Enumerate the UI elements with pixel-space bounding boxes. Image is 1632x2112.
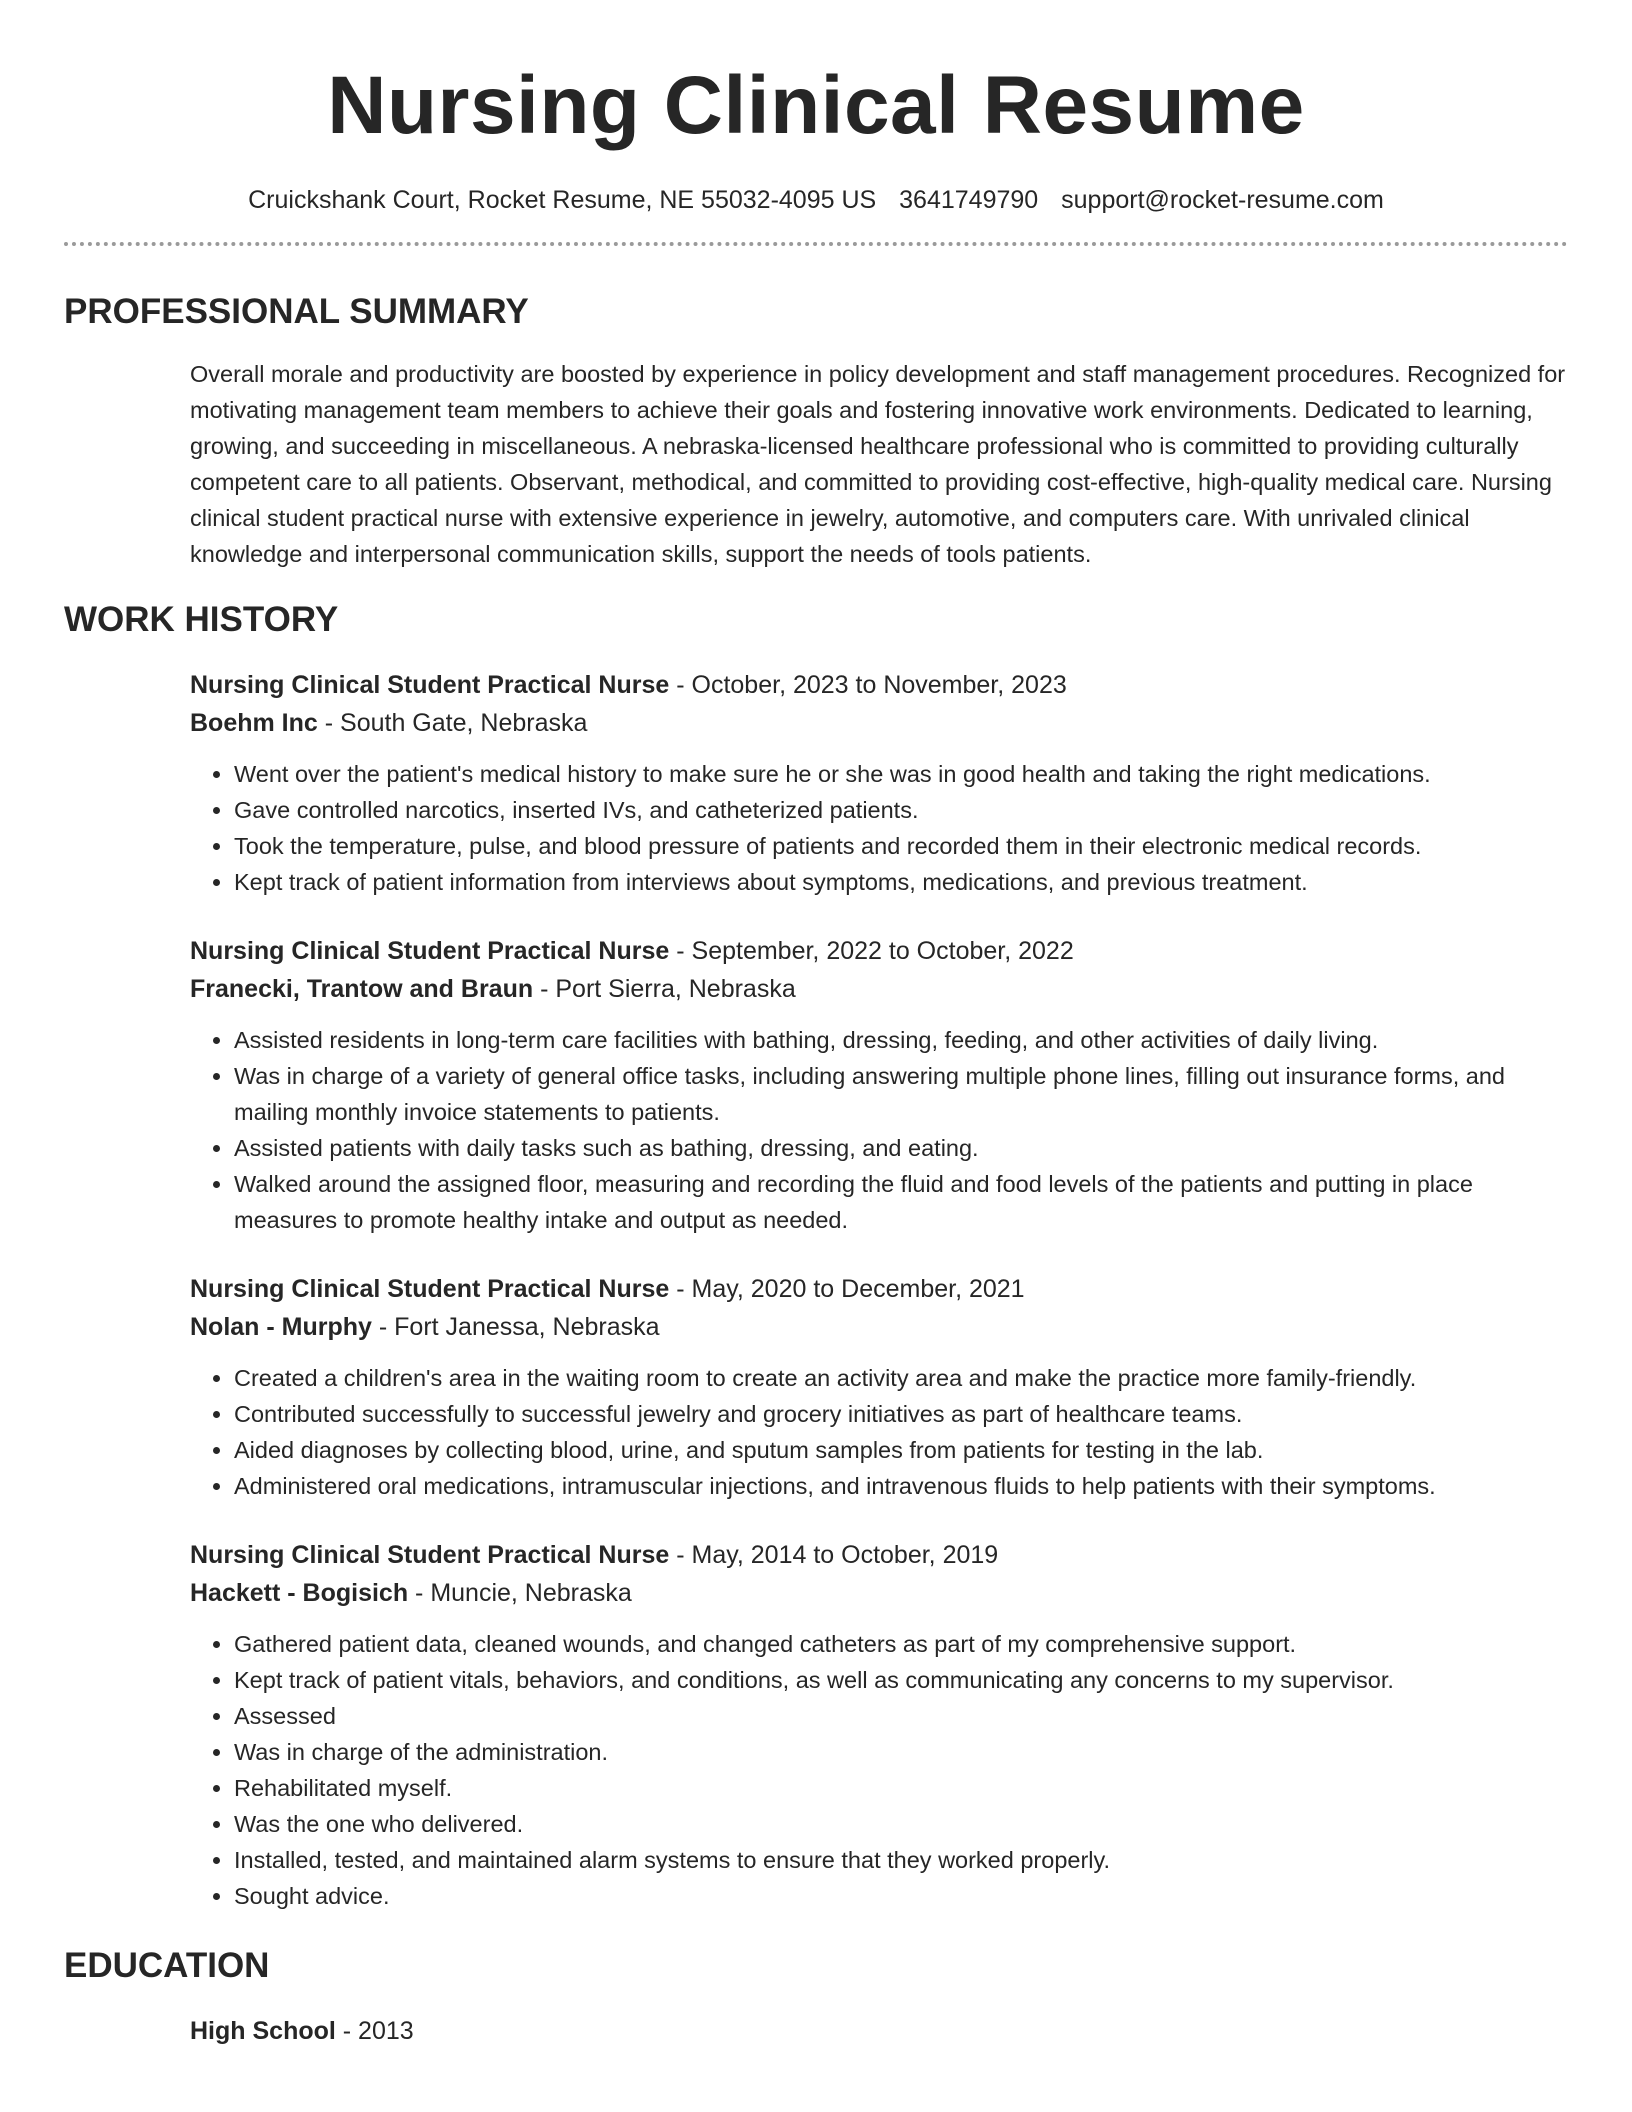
job-bullet: • Kept track of patient vitals, behaviors, and conditions, as well as communicating any concerns to my supervisor. (234, 1662, 1568, 1698)
job-bullet: • Rehabilitated myself. (234, 1770, 1568, 1806)
job-bullet: • Gathered patient data, cleaned wounds, and changed catheters as part of my comprehensive support. (234, 1626, 1568, 1662)
job-bullet: • Installed, tested, and maintained alarm systems to ensure that they worked properly. (234, 1842, 1568, 1878)
job-company: Hackett - Bogisich (190, 1579, 409, 1607)
job-bullets (190, 1626, 1568, 1914)
job-bullet: • Sought advice. (234, 1878, 1568, 1914)
job-title-line: Nursing Clinical Student Practical Nurse - October, 2023 to November, 2023 (190, 671, 1067, 699)
job-dates: May, 2014 to October, 2019 (691, 1541, 999, 1569)
job-location: South Gate, Nebraska (340, 709, 588, 737)
job-entry (190, 1270, 1568, 1504)
job-bullet: • Created a children's area in the waiting room to create an activity area and make the practice more family-friendly. (234, 1360, 1568, 1396)
job-role: Nursing Clinical Student Practical Nurse (190, 1275, 670, 1303)
resume-title: Nursing Clinical Resume (327, 60, 1305, 151)
job-bullet: • Kept track of patient information from interviews about symptoms, medications, and previous treatment. (234, 864, 1568, 900)
header-divider (64, 242, 1568, 246)
job-role: Nursing Clinical Student Practical Nurse (190, 937, 670, 965)
job-title-line: Nursing Clinical Student Practical Nurse - September, 2022 to October, 2022 (190, 937, 1074, 965)
education-degree: High School (190, 2017, 336, 2045)
job-role: Nursing Clinical Student Practical Nurse (190, 671, 670, 699)
job-company-line: Hackett - Bogisich - Muncie, Nebraska (190, 1579, 632, 1607)
job-title-line: Nursing Clinical Student Practical Nurse - May, 2014 to October, 2019 (190, 1541, 999, 1569)
job-bullet: • Assisted residents in long-term care facilities with bathing, dressing, feeding, and other activities of daily living. (234, 1022, 1568, 1058)
contact-email: support@rocket-resume.com (1061, 186, 1384, 214)
job-bullets (190, 1022, 1568, 1238)
job-bullet: • Assessed (234, 1698, 1568, 1734)
job-title-line: Nursing Clinical Student Practical Nurse - May, 2020 to December, 2021 (190, 1275, 1025, 1303)
job-bullet: • Walked around the assigned floor, measuring and recording the fluid and food levels of the patients and putting in place measures to promote healthy intake and output as needed. (234, 1166, 1568, 1238)
work-history-heading: WORK HISTORY (64, 600, 339, 639)
contact-phone: 3641749790 (899, 186, 1039, 214)
education-year: 2013 (358, 2017, 414, 2045)
job-location: Muncie, Nebraska (430, 1579, 632, 1607)
job-location: Port Sierra, Nebraska (555, 975, 796, 1003)
job-bullets (190, 756, 1568, 900)
job-bullet: • Was in charge of the administration. (234, 1734, 1568, 1770)
job-entry (190, 932, 1568, 1238)
job-bullet: • Administered oral medications, intramuscular injections, and intravenous fluids to help patients with their symptoms. (234, 1468, 1568, 1504)
contact-line (64, 184, 1568, 216)
job-dates: May, 2020 to December, 2021 (691, 1275, 1025, 1303)
job-entry (190, 1536, 1568, 1914)
job-entry (190, 666, 1568, 900)
job-company: Boehm Inc (190, 709, 318, 737)
job-bullet: • Went over the patient's medical history to make sure he or she was in good health and taking the right medications. (234, 756, 1568, 792)
job-bullet: • Was the one who delivered. (234, 1806, 1568, 1842)
job-company-line: Nolan - Murphy - Fort Janessa, Nebraska (190, 1313, 660, 1341)
summary-heading: PROFESSIONAL SUMMARY (64, 292, 529, 331)
job-bullet: • Gave controlled narcotics, inserted IVs, and catheterized patients. (234, 792, 1568, 828)
job-location: Fort Janessa, Nebraska (394, 1313, 660, 1341)
job-bullet: • Assisted patients with daily tasks such as bathing, dressing, and eating. (234, 1130, 1568, 1166)
contact-address: Cruickshank Court, Rocket Resume, NE 55032-4095 US (248, 186, 877, 214)
education-entry: High School - 2013 (190, 2017, 414, 2045)
job-bullet: • Contributed successfully to successful jewelry and grocery initiatives as part of healthcare teams. (234, 1396, 1568, 1432)
job-dates: September, 2022 to October, 2022 (691, 937, 1074, 965)
job-dates: October, 2023 to November, 2023 (691, 671, 1067, 699)
job-bullet: • Aided diagnoses by collecting blood, urine, and sputum samples from patients for testing in the lab. (234, 1432, 1568, 1468)
job-company-line: Franecki, Trantow and Braun - Port Sierra, Nebraska (190, 975, 796, 1003)
job-bullets (190, 1360, 1568, 1504)
education-heading: EDUCATION (64, 1946, 270, 1985)
job-company: Nolan - Murphy (190, 1313, 372, 1341)
job-role: Nursing Clinical Student Practical Nurse (190, 1541, 670, 1569)
job-company-line: Boehm Inc - South Gate, Nebraska (190, 709, 588, 737)
summary-text: Overall morale and productivity are boosted by experience in policy development and staff management procedures. Recognized for motivating management team members to achieve their goals and fostering innovative work environments. Dedicated to learning, growing, and succeeding in miscellaneous. A nebraska-licensed healthcare professional who is committed to providing culturally competent care to all patients. Observant, methodical, and committed to providing cost-effective, high-quality medical care. Nursing clinical student practical nurse with extensive experience in jewelry, automotive, and computers care. With unrivaled clinical knowledge and interpersonal communication skills, support the needs of tools patients. (190, 361, 1566, 567)
job-bullet: • Took the temperature, pulse, and blood pressure of patients and recorded them in their electronic medical records. (234, 828, 1568, 864)
job-company: Franecki, Trantow and Braun (190, 975, 534, 1003)
job-bullet: • Was in charge of a variety of general office tasks, including answering multiple phone lines, filling out insurance forms, and mailing monthly invoice statements to patients. (234, 1058, 1568, 1130)
